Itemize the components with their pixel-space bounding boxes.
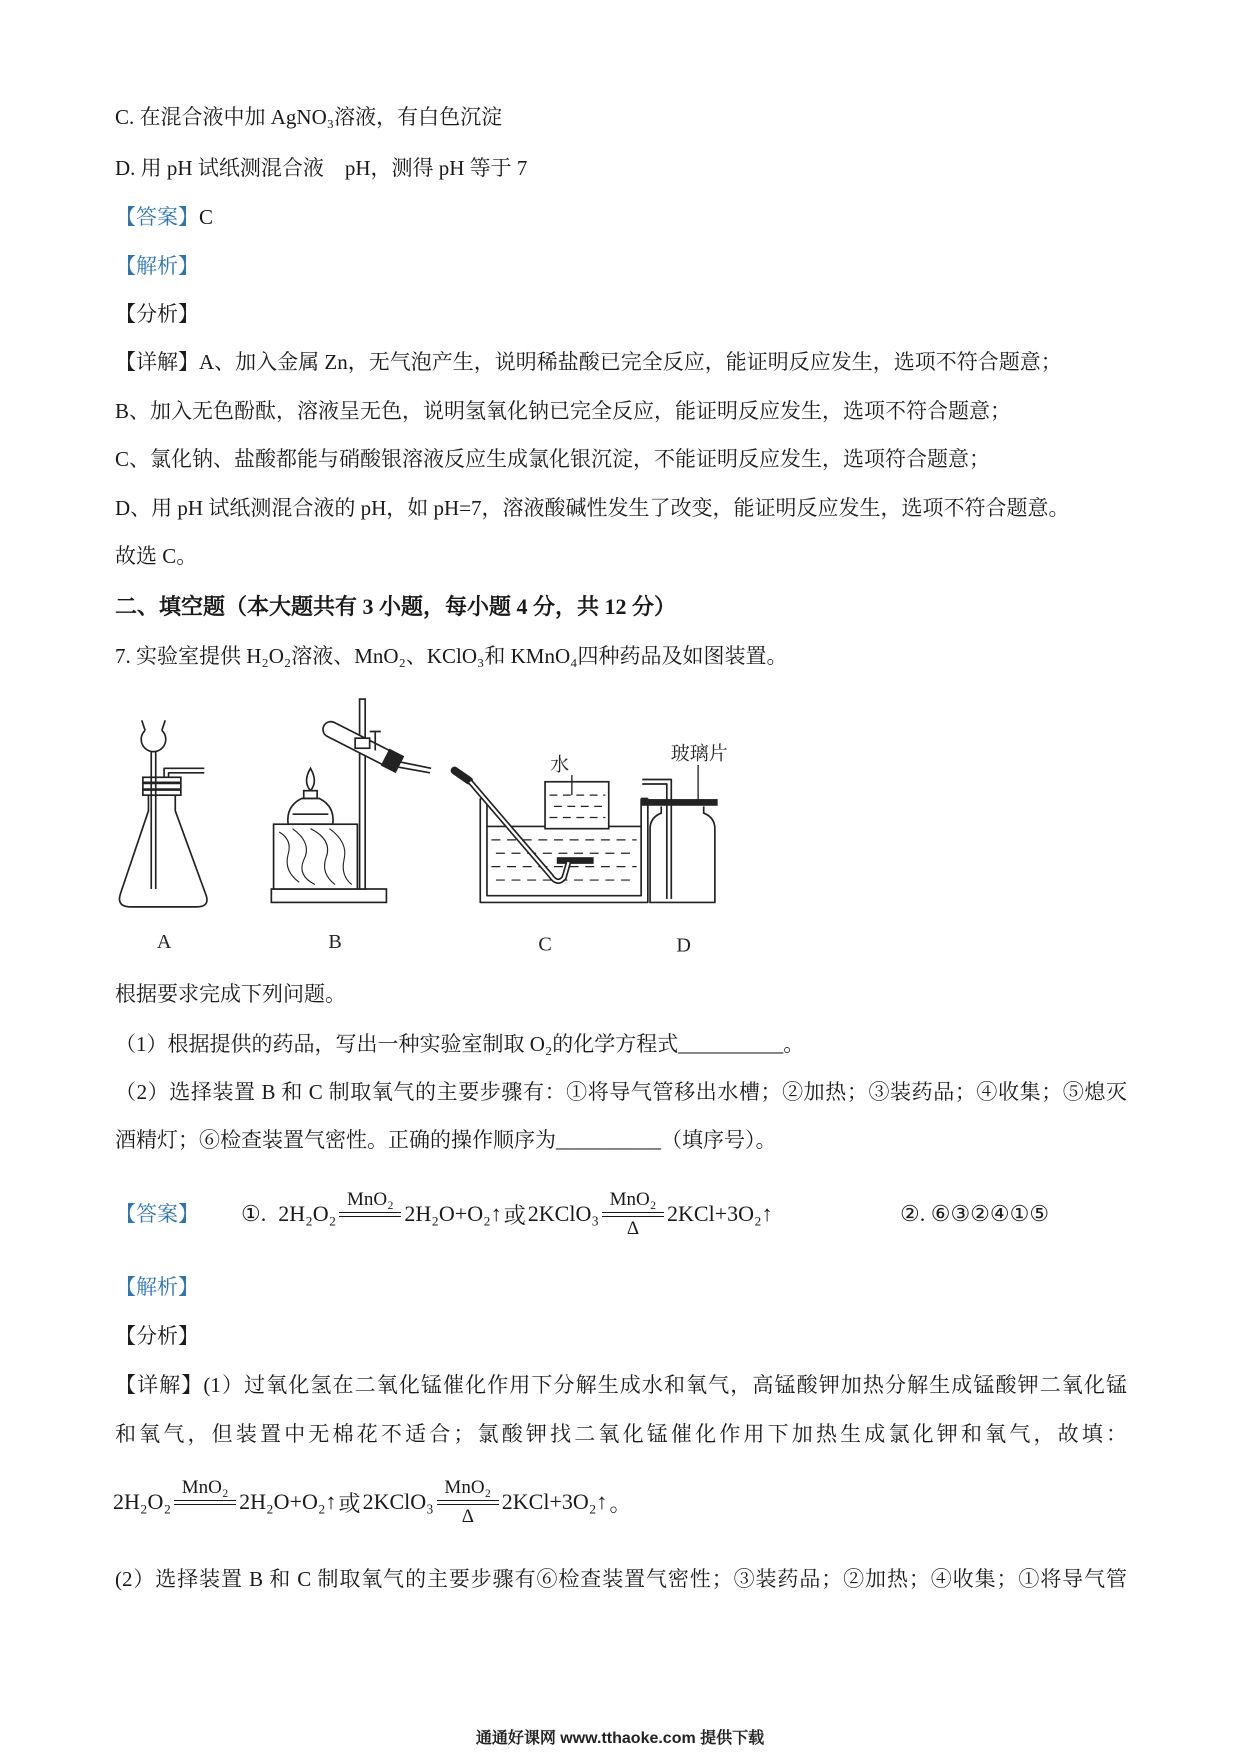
q6-answer-line: [115, 202, 213, 232]
answer-2: ②. ⑥③②④①⑤: [900, 1201, 1050, 1226]
q6-detail-b: B、加入无色酚酞，溶液呈无色，说明氢氧化钠已完全反应，能证明反应发生，选项不符合题意；: [115, 399, 1012, 423]
label-c: C: [538, 933, 552, 956]
xiangjie-tag: 【详解】: [115, 1373, 204, 1397]
label-b: B: [328, 931, 342, 954]
q6-detail-a-text: A、加入金属 Zn，无气泡产生，说明稀盐酸已完全反应，能证明反应发生，选项不符合题意；: [199, 350, 1062, 374]
label-d: D: [676, 934, 691, 957]
xiangjie-tag: 【详解】: [115, 350, 199, 374]
heat-label: Δ: [461, 1505, 474, 1527]
h2o2-reactant: 2H₂O₂: [113, 1489, 172, 1514]
apparatus-a-flask: [119, 720, 207, 907]
q6-detail-a: [115, 347, 1062, 377]
kclo3-reactant: 2KClO₃: [527, 1201, 600, 1226]
catalyst-label: MnO₂: [181, 1476, 229, 1498]
connector: 或: [338, 1490, 361, 1516]
q7-instruction: 根据要求完成下列问题。: [115, 982, 346, 1006]
catalyst-heat-condition: [602, 1188, 664, 1241]
catalyst-condition: [174, 1476, 236, 1529]
q7-detail-2: (2）选择装置 B 和 C 制取氧气的主要步骤有⑥检查装置气密性；③装药品；②加热；④收集；①将导气管: [115, 1567, 1127, 1591]
q7-answer-tag: 【答案】: [115, 1202, 199, 1226]
kclo3-products: 2KCl+3O₂↑: [501, 1489, 608, 1514]
page-footer: 通通好课网 www.tthaoke.com 提供下载: [475, 1730, 765, 1747]
kclo3-reactant: 2KClO₃: [362, 1489, 434, 1514]
kclo3-products: 2KCl+3O₂↑: [667, 1201, 773, 1226]
jiexi-tag: 【解析】: [115, 254, 199, 278]
q6-answer-value: C: [199, 205, 214, 229]
heat-label: Δ: [626, 1217, 640, 1239]
connector: 或: [503, 1202, 526, 1228]
q6-detail-c: C、氯化钠、盐酸都能与硝酸银溶液反应生成氯化银沉淀，不能证明反应发生，选项符合题意；: [115, 447, 991, 471]
q6-option-d: D. 用 pH 试纸测混合液 pH，测得 pH 等于 7: [115, 156, 528, 180]
q6-detail-d: D、用 pH 试纸测混合液的 pH，如 pH=7，溶液酸碱性发生了改变，能证明反应发生，选项不符合题意。: [115, 496, 1070, 520]
apparatus-b-heating-setup: [271, 699, 431, 902]
q7-stem: 7. 实验室提供 H₂O₂溶液、MnO₂、KClO₃和 KMnO₄四种药品及如图装置。: [115, 644, 788, 668]
section-heading: 二、填空题（本大题共有 3 小题，每小题 4 分，共 12 分）: [115, 594, 677, 619]
q6-conclusion: 故选 C。: [115, 544, 198, 568]
glass-plate-label: 玻璃片: [670, 742, 728, 765]
h2o2-reactant: 2H₂O₂: [278, 1201, 337, 1226]
fenxi-tag: 【分析】: [115, 302, 199, 326]
answer-1-marker: ①.: [241, 1201, 267, 1226]
q6-option-c: C. 在混合液中加 AgNO₃溶液，有白色沉淀: [115, 105, 503, 129]
catalyst-heat-condition: [437, 1476, 499, 1529]
q7-jiexi-tag: 【解析】: [115, 1275, 199, 1299]
label-a: A: [156, 931, 172, 954]
q7-detail-1-line1: [115, 1370, 1127, 1400]
water-label: 水: [550, 753, 570, 776]
q7-part2-line2: 酒精灯；⑥检查装置气密性。正确的操作顺序为__________（填序号）。: [115, 1128, 777, 1152]
catalyst-label: MnO₂: [609, 1188, 657, 1210]
empty-condition: [339, 1217, 401, 1241]
answer-tag: 【答案】: [115, 205, 199, 229]
answer-equation: [240, 1186, 774, 1242]
apparatus-c-water-trough: [455, 754, 648, 903]
q7-fenxi-tag: 【分析】: [115, 1324, 199, 1348]
detail-equation: [112, 1474, 632, 1530]
catalyst-label: MnO₂: [346, 1188, 394, 1210]
equation-end-punctuation: 。: [609, 1490, 632, 1516]
q7-part2-line1: （2）选择装置 B 和 C 制取氧气的主要步骤有：①将导气管移出水槽；②加热；③装药品；④收集；⑤熄灭: [115, 1080, 1127, 1104]
catalyst-condition: [339, 1188, 401, 1241]
h2o2-products: 2H₂O+O₂↑: [404, 1201, 502, 1226]
apparatus-figure: [106, 690, 821, 964]
catalyst-label: MnO₂: [444, 1476, 492, 1498]
q7-detail-1-text: (1）过氧化氢在二氧化锰催化作用下分解生成水和氧气，高锰酸钾加热分解生成锰酸钾二氧化锰: [203, 1373, 1127, 1397]
q7-detail-1-line2: 和氧气，但装置中无棉花不适合；氯酸钾找二氧化锰催化作用下加热生成氯化钾和氧气，故填：: [115, 1422, 1127, 1446]
apparatus-d-gas-bottle: [642, 742, 727, 902]
empty-condition: [174, 1505, 236, 1529]
h2o2-products: 2H₂O+O₂↑: [239, 1489, 337, 1514]
q7-part1: （1）根据提供的药品，写出一种实验室制取 O₂的化学方程式__________。: [115, 1032, 805, 1056]
